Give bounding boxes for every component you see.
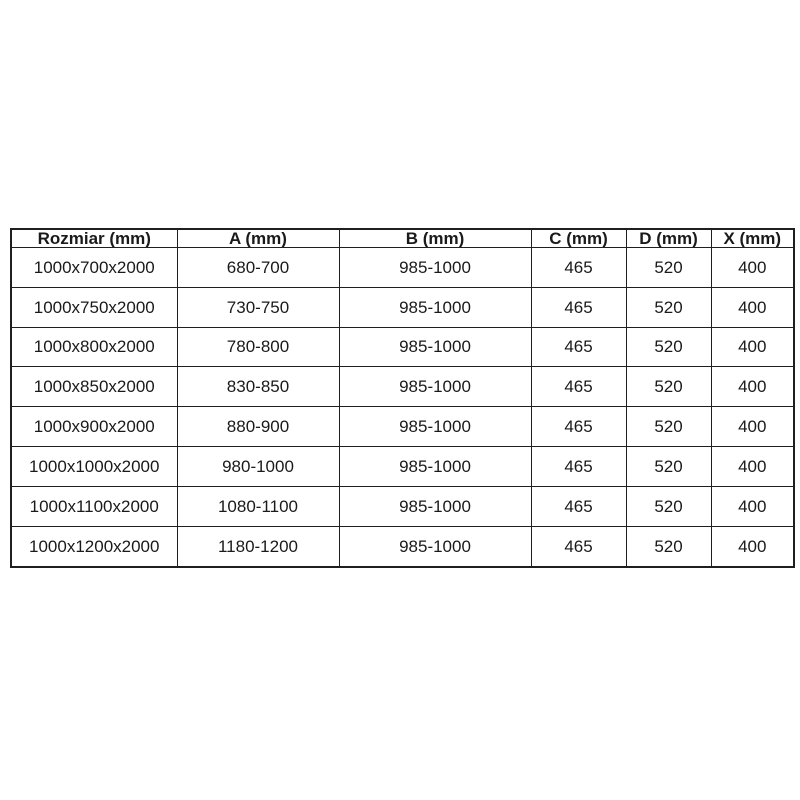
table-cell: 1000x1000x2000 xyxy=(11,446,177,486)
table-cell: 520 xyxy=(626,248,711,288)
table-cell: 985-1000 xyxy=(339,526,531,567)
table-cell: 1000x900x2000 xyxy=(11,407,177,447)
size-table xyxy=(10,228,795,568)
table-cell: 1080-1100 xyxy=(177,486,339,526)
table-cell: 400 xyxy=(711,367,794,407)
table-cell: 465 xyxy=(531,367,626,407)
table-cell: 520 xyxy=(626,327,711,367)
table-row xyxy=(11,248,794,288)
table-cell: 465 xyxy=(531,486,626,526)
table-cell: 520 xyxy=(626,407,711,447)
table-cell: 400 xyxy=(711,327,794,367)
table-cell: 1180-1200 xyxy=(177,526,339,567)
table-cell: 520 xyxy=(626,287,711,327)
table-cell: 465 xyxy=(531,446,626,486)
table-cell: 400 xyxy=(711,526,794,567)
table-cell: 400 xyxy=(711,248,794,288)
column-header-rozmiar: Rozmiar (mm) xyxy=(11,229,177,248)
table-cell: 400 xyxy=(711,486,794,526)
table-cell: 985-1000 xyxy=(339,367,531,407)
table-cell: 520 xyxy=(626,486,711,526)
size-table-container xyxy=(10,228,795,568)
table-cell: 730-750 xyxy=(177,287,339,327)
column-header-x: X (mm) xyxy=(711,229,794,248)
table-cell: 985-1000 xyxy=(339,327,531,367)
table-cell: 1000x1200x2000 xyxy=(11,526,177,567)
table-cell: 1000x1100x2000 xyxy=(11,486,177,526)
table-cell: 465 xyxy=(531,407,626,447)
table-cell: 465 xyxy=(531,327,626,367)
table-cell: 520 xyxy=(626,446,711,486)
table-row xyxy=(11,486,794,526)
table-cell: 1000x850x2000 xyxy=(11,367,177,407)
table-row xyxy=(11,327,794,367)
table-cell: 780-800 xyxy=(177,327,339,367)
table-cell: 465 xyxy=(531,287,626,327)
table-cell: 400 xyxy=(711,407,794,447)
table-row xyxy=(11,367,794,407)
size-table-body xyxy=(11,248,794,568)
table-cell: 830-850 xyxy=(177,367,339,407)
table-row xyxy=(11,526,794,567)
table-cell: 880-900 xyxy=(177,407,339,447)
table-cell: 985-1000 xyxy=(339,446,531,486)
column-header-a: A (mm) xyxy=(177,229,339,248)
size-table-header xyxy=(11,229,794,248)
table-cell: 985-1000 xyxy=(339,287,531,327)
table-cell: 985-1000 xyxy=(339,248,531,288)
table-cell: 400 xyxy=(711,287,794,327)
column-header-b: B (mm) xyxy=(339,229,531,248)
column-header-d: D (mm) xyxy=(626,229,711,248)
table-cell: 1000x750x2000 xyxy=(11,287,177,327)
table-cell: 1000x800x2000 xyxy=(11,327,177,367)
header-row xyxy=(11,229,794,248)
table-cell: 400 xyxy=(711,446,794,486)
table-cell: 985-1000 xyxy=(339,486,531,526)
table-cell: 520 xyxy=(626,367,711,407)
table-cell: 465 xyxy=(531,248,626,288)
table-row xyxy=(11,446,794,486)
table-cell: 985-1000 xyxy=(339,407,531,447)
table-row xyxy=(11,407,794,447)
table-row xyxy=(11,287,794,327)
table-cell: 1000x700x2000 xyxy=(11,248,177,288)
table-cell: 680-700 xyxy=(177,248,339,288)
column-header-c: C (mm) xyxy=(531,229,626,248)
table-cell: 465 xyxy=(531,526,626,567)
table-cell: 980-1000 xyxy=(177,446,339,486)
table-cell: 520 xyxy=(626,526,711,567)
